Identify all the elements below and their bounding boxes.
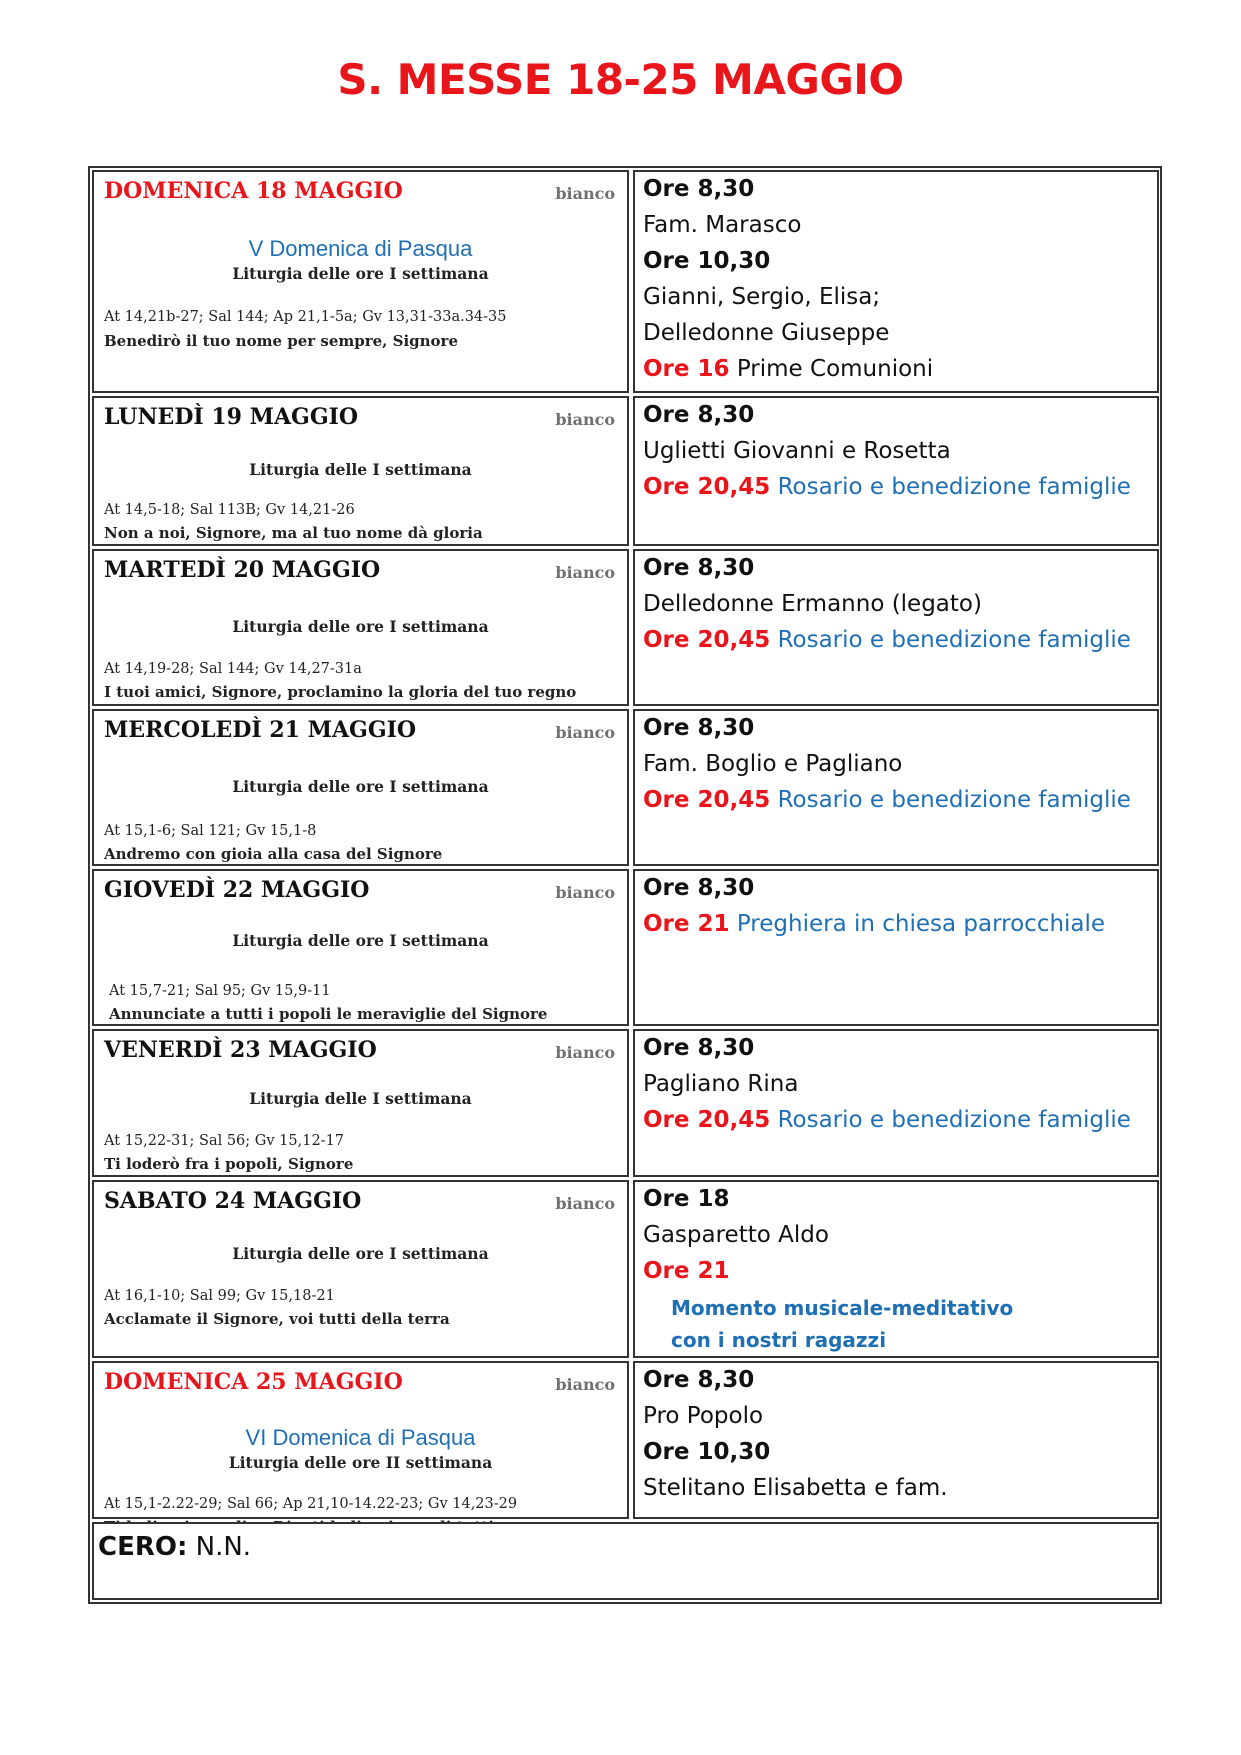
mass-intention: Fam. Boglio e Pagliano bbox=[643, 751, 903, 777]
psalm-refrain: Benedirò il tuo nome per sempre, Signore bbox=[104, 332, 458, 350]
liturgical-color: bianco bbox=[555, 883, 615, 902]
day-title: MARTEDÌ 20 MAGGIO bbox=[104, 557, 381, 583]
day-cell bbox=[92, 170, 629, 393]
mass-line bbox=[643, 911, 1105, 937]
mass-line bbox=[643, 1107, 1131, 1133]
day-title: LUNEDÌ 19 MAGGIO bbox=[104, 404, 359, 430]
mass-cell bbox=[633, 549, 1159, 706]
cero-value: N.N. bbox=[195, 1532, 252, 1562]
feast-name: VI Domenica di Pasqua bbox=[245, 1425, 476, 1450]
mass-line bbox=[643, 591, 982, 617]
liturgy-week: Liturgia delle ore I settimana bbox=[232, 1244, 489, 1263]
event-time: Ore 20,45 bbox=[643, 787, 771, 813]
event-time: Ore 20,45 bbox=[643, 474, 771, 500]
day-cell bbox=[92, 1180, 629, 1358]
mass-line bbox=[643, 402, 754, 428]
day-title: DOMENICA 18 MAGGIO bbox=[104, 178, 403, 204]
readings: At 14,5-18; Sal 113B; Gv 14,21-26 bbox=[104, 502, 355, 518]
day-cell bbox=[92, 1029, 629, 1177]
readings: At 14,19-28; Sal 144; Gv 14,27-31a bbox=[104, 661, 362, 677]
mass-cell bbox=[633, 396, 1159, 546]
day-title: MERCOLEDÌ 21 MAGGIO bbox=[104, 717, 417, 743]
event-description: Rosario e benedizione famiglie bbox=[777, 1107, 1131, 1133]
mass-line bbox=[643, 1439, 770, 1465]
day-cell bbox=[92, 709, 629, 866]
liturgical-color: bianco bbox=[555, 563, 615, 582]
readings: At 16,1-10; Sal 99; Gv 15,18-21 bbox=[104, 1288, 335, 1304]
psalm-refrain: Annunciate a tutti i popoli le meraviglie del Signore bbox=[109, 1005, 548, 1023]
mass-time: Ore 10,30 bbox=[643, 1439, 771, 1465]
mass-time: Ore 8,30 bbox=[643, 1367, 755, 1393]
feast-name: V Domenica di Pasqua bbox=[248, 236, 473, 261]
psalm-refrain: I tuoi amici, Signore, proclamino la gloria del tuo regno bbox=[104, 683, 577, 701]
mass-time: Ore 8,30 bbox=[643, 875, 755, 901]
mass-intention: Delledonne Giuseppe bbox=[643, 320, 890, 346]
day-title: GIOVEDÌ 22 MAGGIO bbox=[104, 877, 370, 903]
mass-cell bbox=[633, 1029, 1159, 1177]
psalm-refrain: Andremo con gioia alla casa del Signore bbox=[104, 845, 443, 863]
mass-intention: Pro Popolo bbox=[643, 1403, 764, 1429]
event-description: Rosario e benedizione famiglie bbox=[777, 474, 1131, 500]
liturgical-color: bianco bbox=[555, 184, 615, 203]
mass-line bbox=[643, 1186, 730, 1212]
event-time: Ore 21 bbox=[643, 1258, 730, 1284]
event-time: Ore 20,45 bbox=[643, 627, 771, 653]
mass-line bbox=[643, 555, 754, 581]
day-cell bbox=[92, 1361, 629, 1519]
liturgical-color: bianco bbox=[555, 1043, 615, 1062]
mass-time: Ore 18 bbox=[643, 1186, 730, 1212]
day-cell bbox=[92, 396, 629, 546]
liturgy-week: Liturgia delle I settimana bbox=[249, 1089, 472, 1108]
mass-line bbox=[643, 1403, 763, 1429]
cero-text bbox=[98, 1532, 251, 1562]
mass-intention: Pagliano Rina bbox=[643, 1071, 799, 1097]
cero-row bbox=[92, 1522, 1159, 1600]
psalm-refrain: Acclamate il Signore, voi tutti della terra bbox=[104, 1310, 450, 1328]
day-cell bbox=[92, 549, 629, 706]
mass-line bbox=[643, 474, 1131, 500]
mass-time: Ore 10,30 bbox=[643, 248, 771, 274]
mass-cell bbox=[633, 869, 1159, 1026]
mass-intention: Delledonne Ermanno (legato) bbox=[643, 591, 982, 617]
mass-line bbox=[643, 1475, 948, 1501]
readings: At 15,1-2.22-29; Sal 66; Ap 21,10-14.22-23; Gv 14,23-29 bbox=[104, 1496, 518, 1512]
event-time: Ore 16 bbox=[643, 356, 730, 382]
liturgy-week: Liturgia delle I settimana bbox=[249, 460, 472, 479]
event-description: Preghiera in chiesa parrocchiale bbox=[736, 911, 1106, 937]
event-time: Ore 21 bbox=[643, 911, 730, 937]
mass-time: Ore 8,30 bbox=[643, 402, 755, 428]
mass-intention: Uglietti Giovanni e Rosetta bbox=[643, 438, 951, 464]
event-description: Rosario e benedizione famiglie bbox=[777, 787, 1131, 813]
mass-time: Ore 8,30 bbox=[643, 555, 755, 581]
mass-line bbox=[643, 1071, 798, 1097]
psalm-refrain: Non a noi, Signore, ma al tuo nome dà gloria bbox=[104, 524, 483, 542]
mass-line bbox=[643, 751, 902, 777]
mass-line bbox=[643, 1222, 829, 1248]
mass-line bbox=[643, 1035, 754, 1061]
liturgy-week: Liturgia delle ore I settimana bbox=[232, 777, 489, 796]
mass-cell bbox=[633, 709, 1159, 866]
readings: At 15,22-31; Sal 56; Gv 15,12-17 bbox=[104, 1133, 345, 1149]
liturgy-week: Liturgia delle ore I settimana bbox=[232, 617, 489, 636]
mass-time: Ore 8,30 bbox=[643, 176, 755, 202]
mass-line bbox=[643, 627, 1131, 653]
mass-intention: Prime Comunioni bbox=[736, 356, 934, 382]
mass-intention: Gasparetto Aldo bbox=[643, 1222, 829, 1248]
mass-intention: Gianni, Sergio, Elisa; bbox=[643, 284, 881, 310]
psalm-refrain: Ti loderò fra i popoli, Signore bbox=[104, 1155, 354, 1173]
liturgical-color: bianco bbox=[555, 723, 615, 742]
event-time: Ore 20,45 bbox=[643, 1107, 771, 1133]
mass-line bbox=[643, 248, 770, 274]
readings: At 15,7-21; Sal 95; Gv 15,9-11 bbox=[109, 983, 331, 999]
day-cell bbox=[92, 869, 629, 1026]
cero-label: CERO: bbox=[98, 1532, 188, 1562]
mass-line bbox=[643, 438, 951, 464]
liturgy-week: Liturgia delle ore II settimana bbox=[228, 1453, 493, 1472]
mass-cell bbox=[633, 170, 1159, 393]
event-detail: con i nostri ragazzi bbox=[671, 1328, 887, 1352]
event-description: Rosario e benedizione famiglie bbox=[777, 627, 1131, 653]
mass-cell bbox=[633, 1361, 1159, 1519]
event-detail: Momento musicale-meditativo bbox=[671, 1296, 1014, 1320]
mass-line bbox=[643, 1367, 754, 1393]
mass-intention: Fam. Marasco bbox=[643, 212, 802, 238]
mass-line bbox=[643, 284, 880, 310]
mass-line bbox=[643, 715, 754, 741]
readings: At 15,1-6; Sal 121; Gv 15,1-8 bbox=[104, 823, 317, 839]
day-title: VENERDÌ 23 MAGGIO bbox=[104, 1037, 377, 1063]
mass-line bbox=[643, 787, 1131, 813]
mass-line bbox=[643, 212, 801, 238]
liturgical-color: bianco bbox=[555, 410, 615, 429]
mass-intention: Stelitano Elisabetta e fam. bbox=[643, 1475, 948, 1501]
mass-time: Ore 8,30 bbox=[643, 1035, 755, 1061]
mass-line bbox=[643, 1258, 730, 1284]
mass-line bbox=[643, 875, 754, 901]
liturgy-week: Liturgia delle ore I settimana bbox=[232, 264, 489, 283]
mass-line bbox=[643, 320, 889, 346]
readings: At 14,21b-27; Sal 144; Ap 21,1-5a; Gv 13,31-33a.34-35 bbox=[104, 309, 507, 325]
liturgical-color: bianco bbox=[555, 1375, 615, 1394]
day-title: DOMENICA 25 MAGGIO bbox=[104, 1369, 403, 1395]
mass-cell bbox=[633, 1180, 1159, 1358]
liturgical-color: bianco bbox=[555, 1194, 615, 1213]
mass-time: Ore 8,30 bbox=[643, 715, 755, 741]
mass-line bbox=[643, 356, 933, 382]
mass-line bbox=[643, 176, 754, 202]
liturgy-week: Liturgia delle ore I settimana bbox=[232, 931, 489, 950]
day-title: SABATO 24 MAGGIO bbox=[104, 1188, 362, 1214]
page-title: S. MESSE 18-25 MAGGIO bbox=[337, 55, 904, 104]
